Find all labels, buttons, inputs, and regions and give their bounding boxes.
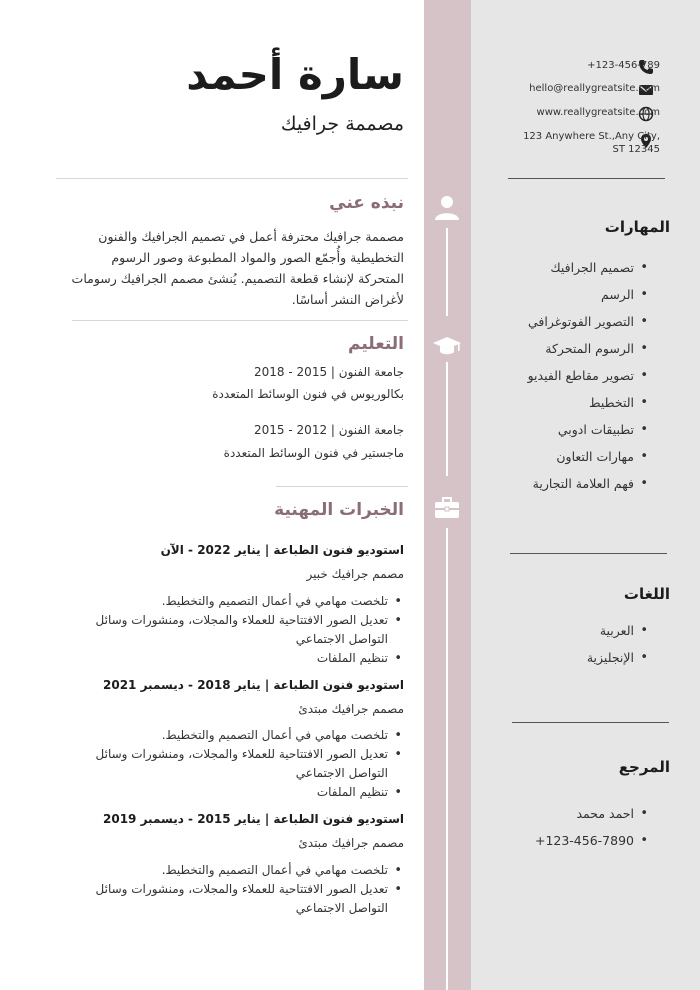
divider [508,178,665,179]
list-item: • احمد محمد [535,800,648,827]
job-role-2: مصمم جرافيك مبتدئ [298,702,404,716]
list-item: • الإنجليزية [587,644,648,671]
education-heading: التعليم [348,334,404,354]
job-role-1: مصمم جرافيك خبير [306,567,404,581]
list-item: • العربية [587,617,648,644]
briefcase-icon [432,493,462,523]
list-item: • تصوير مقاطع الفيديو [528,362,648,389]
divider [276,486,408,487]
list-item: • التخطيط [528,389,648,416]
divider [72,320,408,321]
contact-phone: +123-456-789 [587,60,660,71]
list-item: • تلخصت مهامي في أعمال التصميم والتخطيط. [64,726,404,745]
experience-heading: الخبرات المهنية [274,500,404,520]
list-item: • تنظيم الملفات [64,783,404,802]
timeline-strip [424,0,471,990]
list-item: • مهارات التعاون [528,443,648,470]
list-item: • الرسوم المتحركة [528,335,648,362]
education-school-1: جامعة الفنون | 2015 - 2018 [254,365,404,379]
education-school-2: جامعة الفنون | 2012 - 2015 [254,423,404,437]
list-item: • فهم العلامة التجارية [528,470,648,497]
skills-list [528,254,648,497]
job-bullets-2 [64,726,404,802]
languages-list [587,617,648,671]
job-header-1: استوديو فنون الطباعة | يناير 2022 - الآن [160,543,404,557]
list-item: • الرسم [528,281,648,308]
user-icon [432,192,462,222]
about-heading: نبذه عني [329,193,404,213]
list-item: • تعديل الصور الافتتاحية للعملاء والمجلات، ومنشورات وسائل التواصل الاجتماعي [64,611,404,649]
divider [56,178,408,179]
list-item: • التصوير الفوتوغرافي [528,308,648,335]
list-item: • تطبيقات ادوبي [528,416,648,443]
about-text: مصممة جرافيك محترفة أعمل في تصميم الجرافيك والفنون التخطيطية وأُجمّع الصور والمواد المطبوعة وصور الرسوم المتحركة لإنشاء قطعة التصميم. يُنشئ مصمم الجرافيك رسومات لأغراض النشر أساسًا. [71,229,404,307]
job-header-2: استوديو فنون الطباعة | يناير 2018 - ديسمبر 2021 [103,678,404,692]
divider [510,553,667,554]
list-item: • تعديل الصور الافتتاحية للعملاء والمجلات، ومنشورات وسائل التواصل الاجتماعي [64,880,404,918]
contact-email: hello@reallygreatsite.com [529,83,660,94]
job-header-3: استوديو فنون الطباعة | يناير 2015 - ديسمبر 2019 [103,812,404,826]
graduation-cap-icon [432,331,462,361]
contact-website: www.reallygreatsite.com [536,107,660,118]
job-bullets-3 [64,861,404,918]
education-degree-2: ماجستير في فنون الوسائط المتعددة [223,446,404,460]
list-item: • تنظيم الملفات [64,649,404,668]
list-item: • تلخصت مهامي في أعمال التصميم والتخطيط. [64,861,404,880]
list-item: • تصميم الجرافيك [528,254,648,281]
list-item: • +123-456-7890 [535,827,648,854]
list-item: • تعديل الصور الافتتاحية للعملاء والمجلات، ومنشورات وسائل التواصل الاجتماعي [64,745,404,783]
skills-heading: المهارات [604,218,670,236]
job-title: مصممة جرافيك [280,113,404,135]
reference-heading: المرجع [618,758,670,776]
contact-address: 123 Anywhere St.,Any City, ST 12345 [523,131,660,155]
reference-list [535,800,648,854]
education-degree-1: بكالوريوس في فنون الوسائط المتعددة [212,387,404,401]
person-name: سارة أحمد [186,50,404,99]
job-role-3: مصمم جرافيك مبتدئ [298,836,404,850]
divider [512,722,669,723]
languages-heading: اللغات [623,585,670,603]
list-item: • تلخصت مهامي في أعمال التصميم والتخطيط. [64,592,404,611]
job-bullets-1 [64,592,404,668]
